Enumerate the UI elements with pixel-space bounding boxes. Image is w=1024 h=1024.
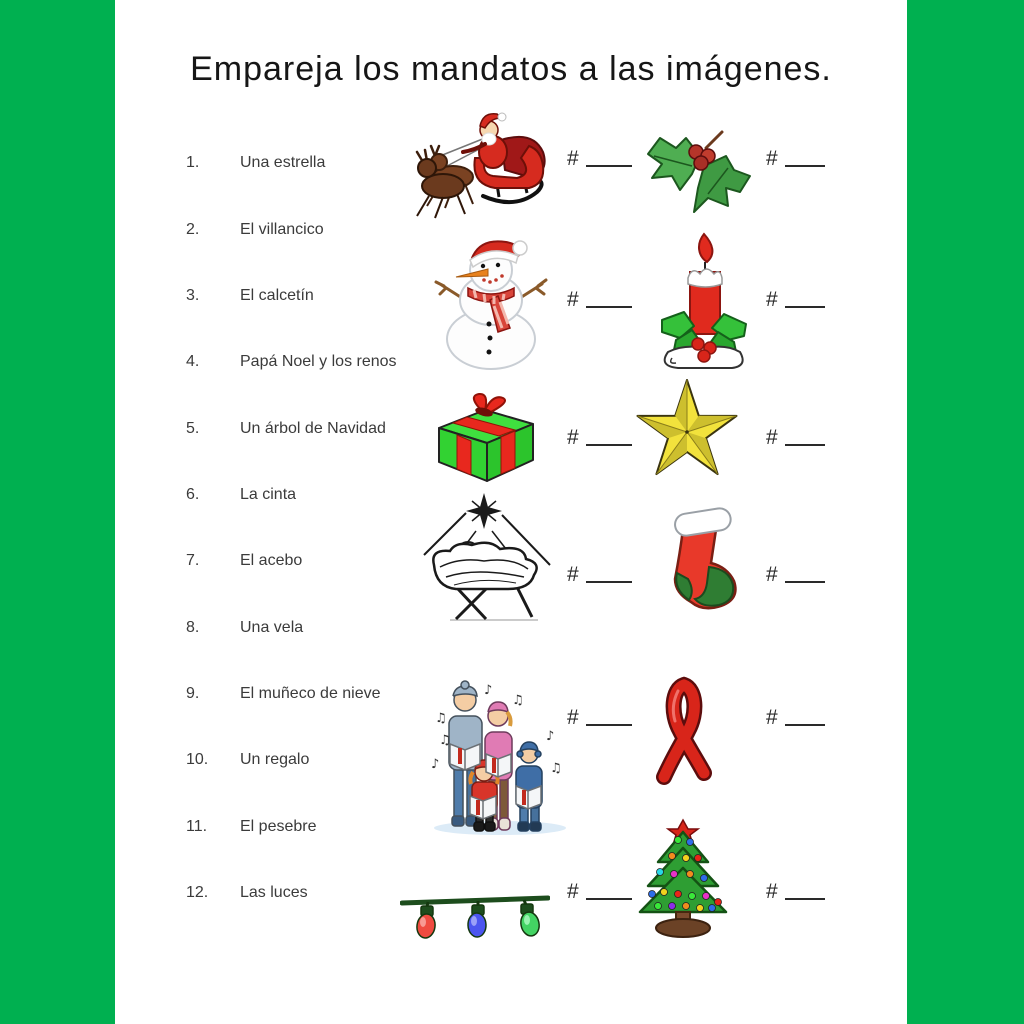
vocab-item-4 [186, 352, 416, 372]
vocab-item-2 [186, 220, 416, 240]
hash-symbol: # [766, 880, 778, 903]
item-number: 8. [186, 619, 200, 636]
hash-symbol: # [766, 426, 778, 449]
vocab-item-7 [186, 551, 416, 571]
item-number: 5. [186, 420, 200, 437]
answer-blank-right-6 [766, 881, 825, 903]
vocab-item-8 [186, 618, 416, 638]
hash-symbol: # [567, 426, 579, 449]
string-lights-icon [400, 893, 550, 941]
vocab-item-3 [186, 286, 416, 306]
candle-icon [650, 232, 750, 377]
vocab-item-6 [186, 485, 416, 505]
item-number: 4. [186, 353, 200, 370]
right-green-border [907, 0, 1024, 1024]
svg-text:♫: ♫ [435, 711, 447, 726]
item-label: Un regalo [240, 751, 310, 768]
item-number: 12. [186, 884, 209, 901]
answer-line[interactable] [785, 161, 825, 167]
red-ribbon-icon [650, 671, 720, 793]
vocab-item-1 [186, 153, 416, 173]
answer-blank-right-2 [766, 289, 825, 311]
answer-blank-left-2 [567, 289, 632, 311]
svg-text:♫: ♫ [550, 761, 562, 776]
worksheet-title: Empareja los mandatos a las imágenes. [190, 50, 832, 88]
item-label: Las luces [240, 884, 308, 901]
answer-line[interactable] [586, 161, 632, 167]
carolers-image [428, 648, 568, 836]
hash-symbol: # [766, 563, 778, 586]
hash-symbol: # [567, 880, 579, 903]
item-number: 3. [186, 287, 200, 304]
hash-symbol: # [766, 706, 778, 729]
answer-line[interactable] [586, 302, 632, 308]
christmas-tree-image [634, 816, 732, 938]
gold-star-image [633, 378, 741, 480]
svg-text:♪: ♪ [484, 683, 493, 698]
christmas-tree-icon [634, 816, 732, 938]
holly-icon [640, 126, 752, 221]
item-number: 11. [186, 818, 208, 835]
item-label: Una estrella [240, 154, 326, 171]
answer-line[interactable] [586, 440, 632, 446]
vocab-item-10 [186, 750, 416, 770]
manger-icon [420, 491, 563, 622]
answer-line[interactable] [586, 894, 632, 900]
answer-blank-right-1 [766, 148, 825, 170]
hash-symbol: # [567, 706, 579, 729]
gift-icon [427, 390, 545, 485]
answer-line[interactable] [785, 440, 825, 446]
item-label: El muñeco de nieve [240, 685, 381, 702]
answer-line[interactable] [785, 577, 825, 583]
string-lights-image [400, 893, 550, 941]
star-icon [633, 378, 741, 480]
gift-box-image [427, 390, 545, 485]
svg-text:♫: ♫ [439, 733, 451, 748]
item-label: Una vela [240, 619, 304, 636]
answer-blank-right-3 [766, 427, 825, 449]
hash-symbol: # [567, 563, 579, 586]
answer-blank-left-1 [567, 148, 632, 170]
santa-sleigh-image [405, 100, 560, 222]
item-number: 9. [186, 685, 200, 702]
item-label: El pesebre [240, 818, 317, 835]
item-number: 10. [186, 751, 209, 768]
answer-blank-left-3 [567, 427, 632, 449]
nativity-manger-image [420, 491, 563, 622]
candle-image [650, 232, 750, 377]
vocab-item-11 [186, 817, 416, 837]
snowman-image [432, 236, 550, 371]
item-label: El calcetín [240, 287, 314, 304]
answer-blank-left-4 [567, 564, 632, 586]
svg-text:♪: ♪ [431, 757, 440, 772]
answer-line[interactable] [586, 577, 632, 583]
item-label: La cinta [240, 486, 297, 503]
item-label: Papá Noel y los renos [240, 353, 397, 370]
hash-symbol: # [567, 147, 579, 170]
santa-sleigh-icon [405, 100, 560, 222]
vocab-item-12 [186, 883, 416, 903]
item-number: 2. [186, 221, 200, 238]
svg-text:♪: ♪ [546, 729, 555, 744]
red-ribbon-image [650, 671, 720, 793]
item-number: 6. [186, 486, 200, 503]
answer-blank-left-6 [567, 881, 632, 903]
svg-text:♫: ♫ [512, 693, 524, 708]
answer-blank-left-5 [567, 707, 632, 729]
hash-symbol: # [766, 288, 778, 311]
snowman-icon [432, 236, 550, 371]
item-number: 1. [186, 154, 200, 171]
answer-blank-right-5 [766, 707, 825, 729]
item-label: Un árbol de Navidad [240, 420, 386, 437]
answer-line[interactable] [785, 894, 825, 900]
hash-symbol: # [766, 147, 778, 170]
item-number: 7. [186, 552, 200, 569]
answer-blank-right-4 [766, 564, 825, 586]
item-label: El acebo [240, 552, 303, 569]
hash-symbol: # [567, 288, 579, 311]
holly-image [640, 126, 752, 221]
vocab-item-9 [186, 684, 416, 704]
answer-line[interactable] [785, 720, 825, 726]
left-green-border [0, 0, 115, 1024]
answer-line[interactable] [586, 720, 632, 726]
carolers-icon [428, 648, 568, 836]
stocking-image [647, 505, 750, 621]
item-label: El villancico [240, 221, 324, 238]
vocab-item-5 [186, 419, 416, 439]
answer-line[interactable] [785, 302, 825, 308]
stocking-icon [647, 505, 750, 621]
